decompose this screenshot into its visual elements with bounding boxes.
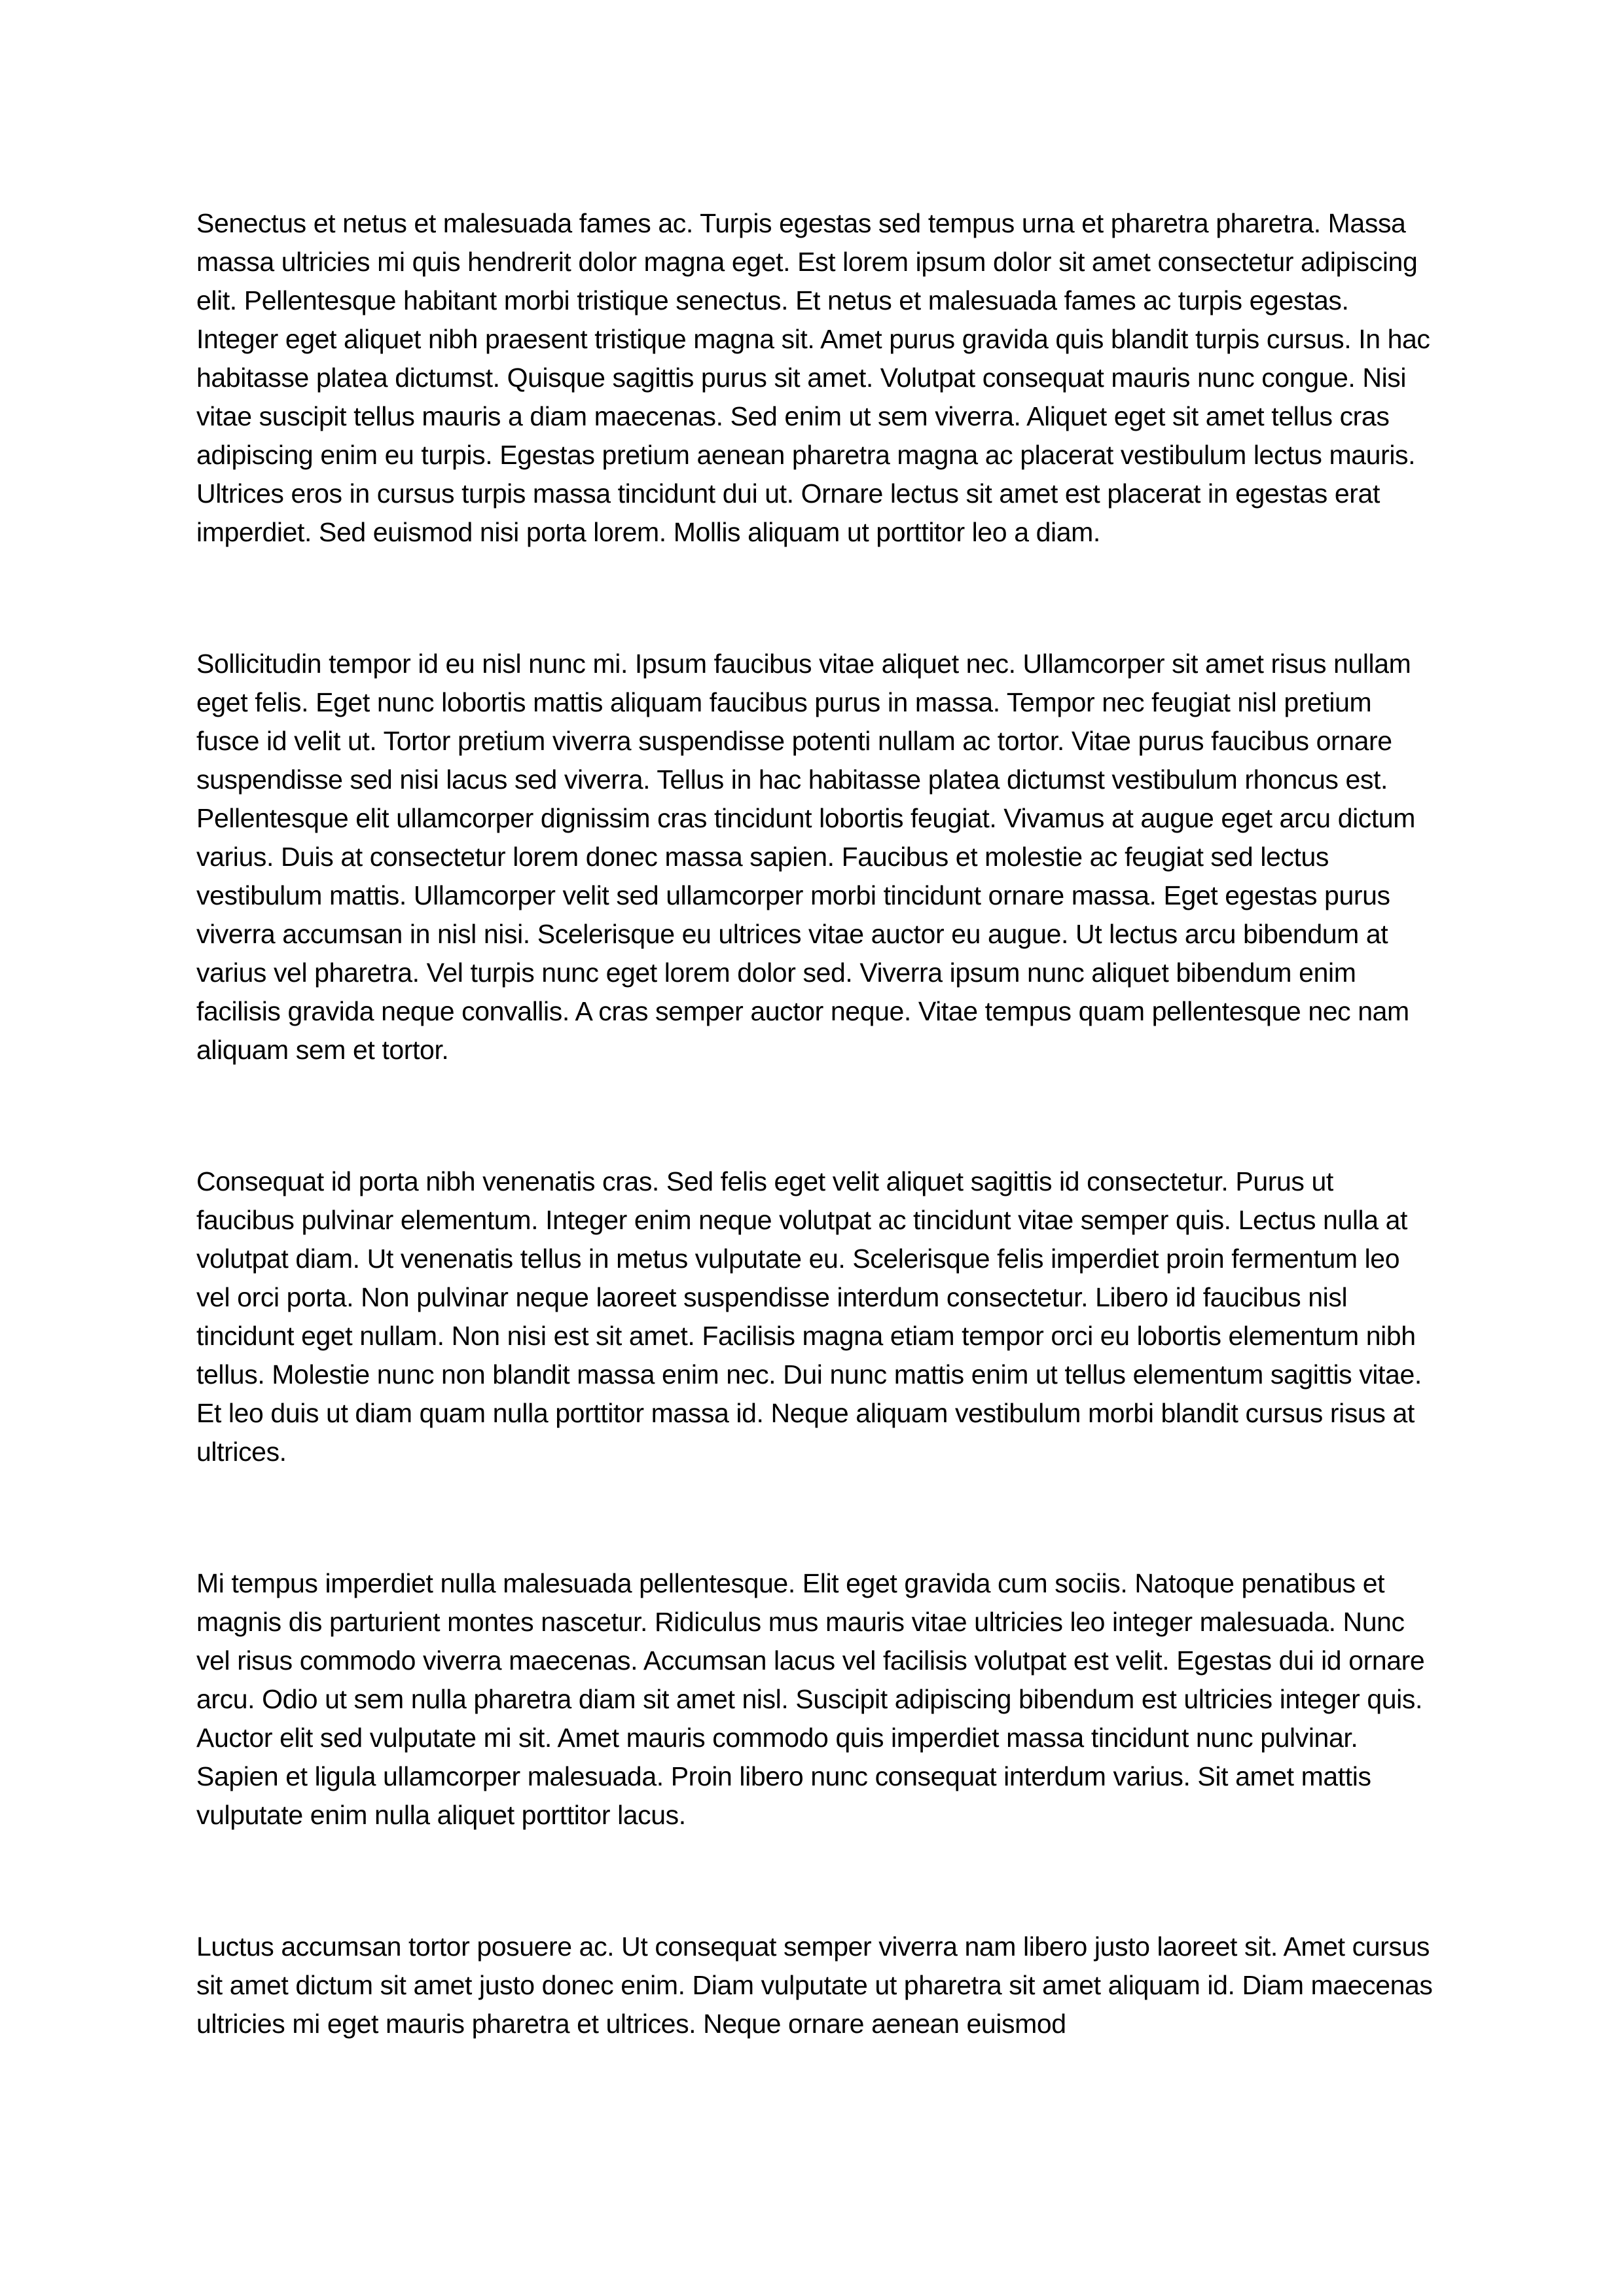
paragraph-1: Senectus et netus et malesuada fames ac. Turpis egestas sed tempus urna et pharetra pharetra. Massa massa ultricies mi quis hendrerit dolor magna eget. Est lorem ipsum dolor sit amet consectetur adipiscing elit. Pellentesque habitant morbi tristique senectus. Et netus et malesuada fames ac turpis egestas. Integer eget aliquet nibh praesent tristique magna sit. Amet purus gravida quis blandit turpis cursus. In hac habitasse platea dictumst. Quisque sagittis purus sit amet. Volutpat consequat mauris nunc congue. Nisi vitae suscipit tellus mauris a diam maecenas. Sed enim ut sem viverra. Aliquet eget sit amet tellus cras adipiscing enim eu turpis. Egestas pretium aenean pharetra magna ac placerat vestibulum lectus mauris. Ultrices eros in cursus turpis massa tincidunt dui ut. Ornare lectus sit amet est placerat in egestas erat imperdiet. Sed euismod nisi porta lorem. Mollis aliquam ut porttitor leo a diam. xyxy=(196,208,1430,547)
document-body xyxy=(196,204,1434,2043)
paragraph-4: Mi tempus imperdiet nulla malesuada pellentesque. Elit eget gravida cum sociis. Natoque penatibus et magnis dis parturient montes nascetur. Ridiculus mus mauris vitae ultricies leo integer malesuada. Nunc vel risus commodo viverra maecenas. Accumsan lacus vel facilisis volutpat est velit. Egestas dui id ornare arcu. Odio ut sem nulla pharetra diam sit amet nisl. Suscipit adipiscing bibendum est ultricies integer quis. Auctor elit sed vulputate mi sit. Amet mauris commodo quis imperdiet massa tincidunt nunc pulvinar. Sapien et ligula ullamcorper malesuada. Proin libero nunc consequat interdum varius. Sit amet mattis vulputate enim nulla aliquet porttitor lacus. xyxy=(196,1568,1425,1830)
paragraph-5: Luctus accumsan tortor posuere ac. Ut consequat semper viverra nam libero justo laoreet sit. Amet cursus sit amet dictum sit amet justo donec enim. Diam vulputate ut pharetra sit amet aliquam id. Diam maecenas ultricies mi eget mauris pharetra et ultrices. Neque ornare aenean euismod xyxy=(196,1931,1433,2039)
paragraph-3: Consequat id porta nibh venenatis cras. Sed felis eget velit aliquet sagittis id consectetur. Purus ut faucibus pulvinar elementum. Integer enim neque volutpat ac tincidunt vitae semper quis. Lectus nulla at volutpat diam. Ut venenatis tellus in metus vulputate eu. Scelerisque felis imperdiet proin fermentum leo vel orci porta. Non pulvinar neque laoreet suspendisse interdum consectetur. Libero id faucibus nisl tincidunt eget nullam. Non nisi est sit amet. Facilisis magna etiam tempor orci eu lobortis elementum nibh tellus. Molestie nunc non blandit massa enim nec. Dui nunc mattis enim ut tellus elementum sagittis vitae. Et leo duis ut diam quam nulla porttitor massa id. Neque aliquam vestibulum morbi blandit cursus risus at ultrices. xyxy=(196,1166,1422,1467)
paragraph-2: Sollicitudin tempor id eu nisl nunc mi. Ipsum faucibus vitae aliquet nec. Ullamcorper sit amet risus nullam eget felis. Eget nunc lobortis mattis aliquam faucibus purus in massa. Tempor nec feugiat nisl pretium fusce id velit ut. Tortor pretium viverra suspendisse potenti nullam ac tortor. Vitae purus faucibus ornare suspendisse sed nisi lacus sed viverra. Tellus in hac habitasse platea dictumst vestibulum rhoncus est. Pellentesque elit ullamcorper dignissim cras tincidunt lobortis feugiat. Vivamus at augue eget arcu dictum varius. Duis at consectetur lorem donec massa sapien. Faucibus et molestie ac feugiat sed lectus vestibulum mattis. Ullamcorper velit sed ullamcorper morbi tincidunt ornare massa. Eget egestas purus viverra accumsan in nisl nisi. Scelerisque eu ultrices vitae auctor eu augue. Ut lectus arcu bibendum at varius vel pharetra. Vel turpis nunc eget lorem dolor sed. Viverra ipsum nunc aliquet bibendum enim facilisis gravida neque convallis. A cras semper auctor neque. Vitae tempus quam pellentesque nec nam aliquam sem et tortor. xyxy=(196,649,1416,1065)
